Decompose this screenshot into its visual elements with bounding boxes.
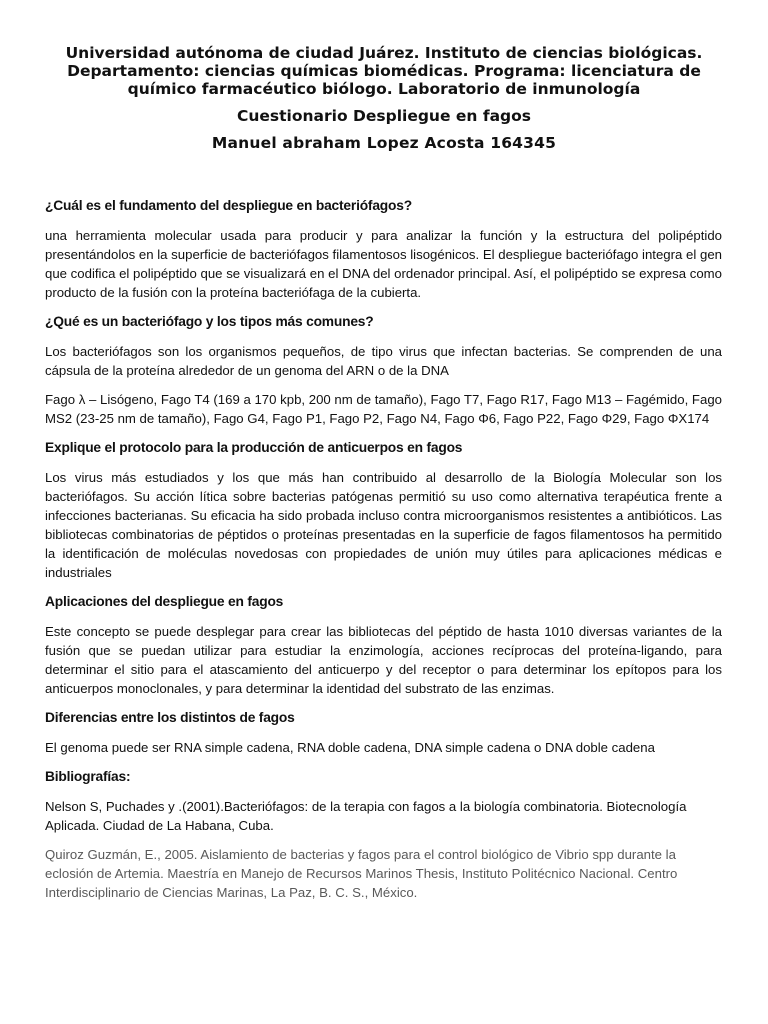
bibliography-reference: Quiroz Guzmán, E., 2005. Aislamiento de bacterias y fagos para el control biológico de Vibrio spp durante la eclosión de Artemia. Maestría en Manejo de Recursos Marinos Thesis, Instituto Politécnico Nacional. Centro Interdisciplinario de Ciencias Marinas, La Paz, B. C. S., México. xyxy=(45,847,678,900)
document-body xyxy=(45,196,722,912)
section-bacteriofago xyxy=(45,312,722,428)
section-heading: Diferencias entre los distintos de fagos xyxy=(45,710,295,725)
section-heading: ¿Cuál es el fundamento del despliegue en bacteriófagos? xyxy=(45,198,412,213)
section-fundamento xyxy=(45,196,722,302)
section-protocolo xyxy=(45,438,722,582)
bibliography xyxy=(45,767,722,902)
institution-title: Universidad autónoma de ciudad Juárez. Instituto de ciencias biológicas. Departamento: ciencias químicas biomédicas. Programa: licenciatura de químico farmacéutico biólogo. Laboratorio de inmunología xyxy=(65,44,703,98)
section-heading: Explique el protocolo para la producción de anticuerpos en fagos xyxy=(45,440,463,455)
section-paragraph: una herramienta molecular usada para producir y para analizar la función y la estructura del polipéptido presentándolos en la superficie de bacteriófagos filamentosos lisogénicos. El despliegue bacteriófago integra el gen que codifica el polipéptido que se visualizará en el DNA del ordenador principal. Así, el polipéptido se expresa como producto de la fusión con la proteína bacteriófaga de la cubierta. xyxy=(45,228,722,300)
bibliography-reference: Nelson S, Puchades y .(2001).Bacteriófagos: de la terapia con fagos a la biología combinatoria. Biotecnología Aplicada. Ciudad de La Habana, Cuba. xyxy=(45,799,687,833)
document-header xyxy=(44,44,724,152)
section-paragraph: Los bacteriófagos son los organismos pequeños, de tipo virus que infectan bacterias. Se comprenden de una cápsula de la proteína alrededor de un genoma del ARN o de la DNA xyxy=(45,344,722,378)
questionnaire-title: Cuestionario Despliegue en fagos xyxy=(236,107,531,125)
section-diferencias xyxy=(45,708,722,757)
bibliography-heading: Bibliografías: xyxy=(45,769,131,784)
section-paragraph: Los virus más estudiados y los que más han contribuido al desarrollo de la Biología Molecular son los bacteriófagos. Su acción lítica sobre bacterias patógenas permitió su uso como alternativa terapéutica frente a infecciones bacterianas. Su eficacia ha sido probada incluso contra microorganismos resistentes a antibióticos. Las bibliotecas combinatorias de péptidos o proteínas presentadas en la superficie de fagos filamentosos ha permitido la identificación de moléculas novedosas con propiedades de unión muy útiles para aplicaciones médicas e industriales xyxy=(45,470,722,580)
section-heading: ¿Qué es un bacteriófago y los tipos más comunes? xyxy=(45,314,374,329)
section-heading: Aplicaciones del despliegue en fagos xyxy=(45,594,284,609)
section-paragraph: Este concepto se puede desplegar para crear las bibliotecas del péptido de hasta 1010 diversas variantes de la fusión que se puedan utilizar para estudiar la enzimología, acciones recíprocas del proteína-ligando, para determinar el sitio para el atascamiento del anticuerpo y del receptor o para determinar los epítopos para los anticuerpos monoclonales, y para determinar la identidad del substrato de las enzimas. xyxy=(45,624,722,696)
author-line: Manuel abraham Lopez Acosta 164345 xyxy=(211,134,557,152)
section-aplicaciones xyxy=(45,592,722,698)
section-paragraph: El genoma puede ser RNA simple cadena, RNA doble cadena, DNA simple cadena o DNA doble cadena xyxy=(45,740,655,755)
section-paragraph: Fago λ – Lisógeno, Fago T4 (169 a 170 kpb, 200 nm de tamaño), Fago T7, Fago R17, Fago M13 – Fagémido, Fago MS2 (23-25 nm de tamaño), Fago G4, Fago P1, Fago P2, Fago N4, Fago Φ6, Fago P22, Fago Φ29, Fago ΦX174 xyxy=(45,392,722,426)
